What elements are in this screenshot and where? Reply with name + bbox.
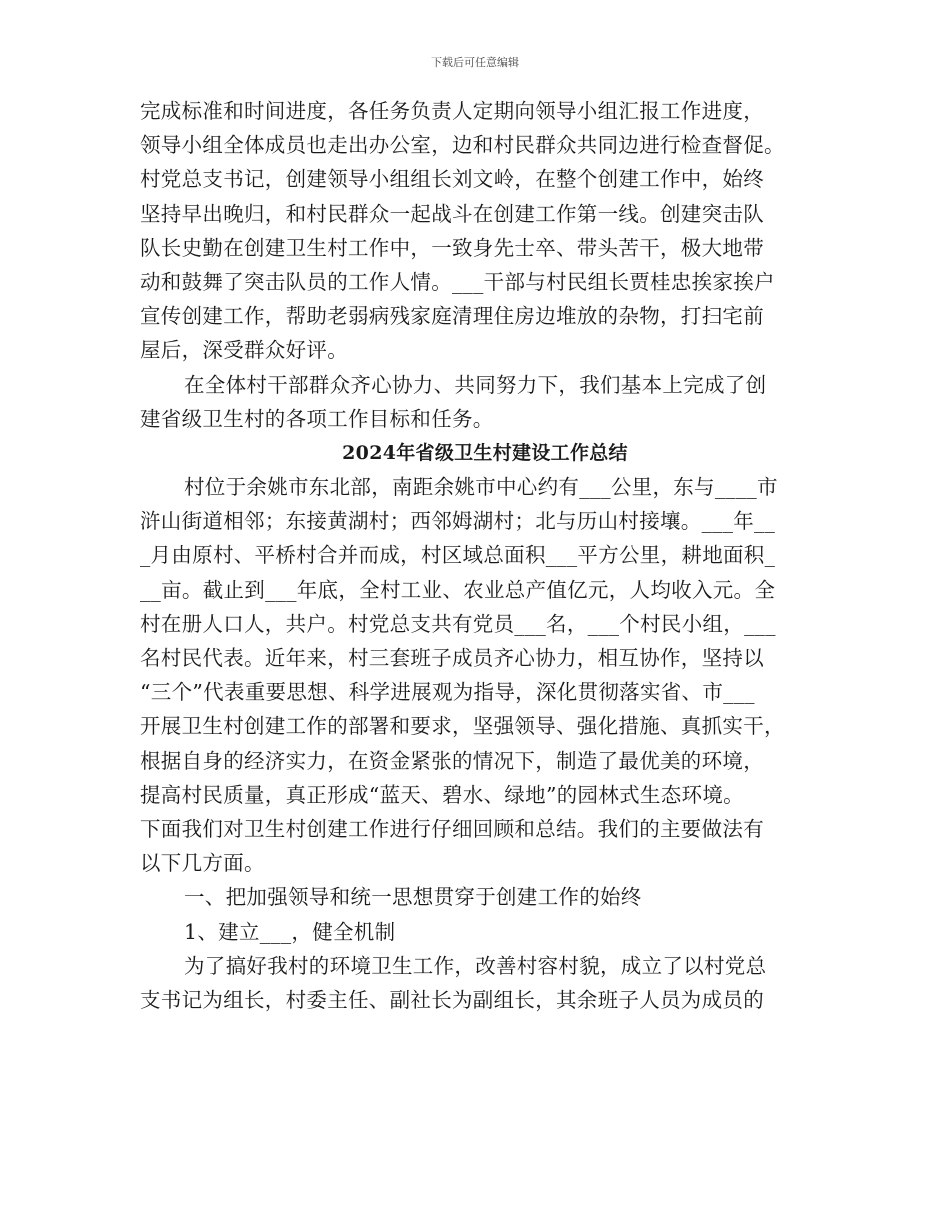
text-line: “三个”代表重要思想、科学进展观为指导，深化贯彻落实省、市___ <box>140 680 755 705</box>
text-line: 动和鼓舞了突击队员的工作人情。___干部与村民组长贾桂忠挨家挨户 <box>140 269 775 294</box>
text-line: 提高村民质量，真正形成“蓝天、碧水、绿地”的园林式生态环境。 <box>140 782 744 807</box>
text-line: 名村民代表。近年来，村三套班子成员齐心协力，相互协作，坚持以 <box>140 646 764 670</box>
text-line: 领导小组全体成员也走出办公室，边和村民群众共同边进行检查督促。 <box>140 133 785 158</box>
text-line: 村在册人口人，共户。村党总支共有党员___名，___个村民小组，___ <box>140 611 776 636</box>
text-line: 根据自身的经济实力，在资金紧张的情况下，制造了最优美的环境， <box>140 748 764 773</box>
text-line: 为了搞好我村的环境卫生工作，改善村容村貌，成立了以村党总 <box>184 953 767 978</box>
text-line: 1、建立___，健全机制 <box>184 919 396 944</box>
text-line: 宣传创建工作，帮助老弱病残家庭清理住房边堆放的杂物，打扫宅前 <box>140 304 764 329</box>
text-line: 一、把加强领导和统一思想贯穿于创建工作的始终 <box>184 885 642 910</box>
text-line: 下面我们对卫生村创建工作进行仔细回顾和总结。我们的主要做法有 <box>140 816 764 841</box>
text-line: 村位于余姚市东北部，南距余姚市中心约有___公里，东与____市 <box>184 475 778 500</box>
text-line: 支书记为组长，村委主任、副社长为副组长，其余班子人员为成员的 <box>140 987 764 1012</box>
text-line: 开展卫生村创建工作的部署和要求，坚强领导、强化措施、真抓实干， <box>140 714 785 739</box>
text-line: 队长史勤在创建卫生村工作中，一致身先士卒、带头苦干，极大地带 <box>140 235 764 260</box>
text-line: 村党总支书记，创建领导小组组长刘文岭，在整个创建工作中，始终 <box>140 167 764 192</box>
text-line: 完成标准和时间进度，各任务负责人定期向领导小组汇报工作进度， <box>140 99 764 123</box>
text-line: __亩。截止到___年底，全村工业、农业总产值亿元，人均收入元。全 <box>140 577 776 602</box>
text-line: 坚持早出晚归，和村民群众一起战斗在创建工作第一线。创建突击队 <box>140 201 764 226</box>
text-line: 屋后，深受群众好评。 <box>140 338 348 363</box>
document-body <box>140 94 830 1017</box>
text-line: _月由原村、平桥村合并而成，村区域总面积___平方公里，耕地面积_ <box>140 543 776 568</box>
text-line: 以下几方面。 <box>140 851 265 876</box>
text-line: 在全体村干部群众齐心协力、共同努力下，我们基本上完成了创 <box>184 372 767 397</box>
page-header-note: 下载后可任意编辑 <box>431 56 519 69</box>
document-title: 2024年省级卫生村建设工作总结 <box>342 441 628 464</box>
text-line: 浒山街道相邻；东接黄湖村；西邻姆湖村；北与历山村接壤。___年__ <box>140 509 776 534</box>
text-line: 建省级卫生村的各项工作目标和任务。 <box>140 406 494 431</box>
